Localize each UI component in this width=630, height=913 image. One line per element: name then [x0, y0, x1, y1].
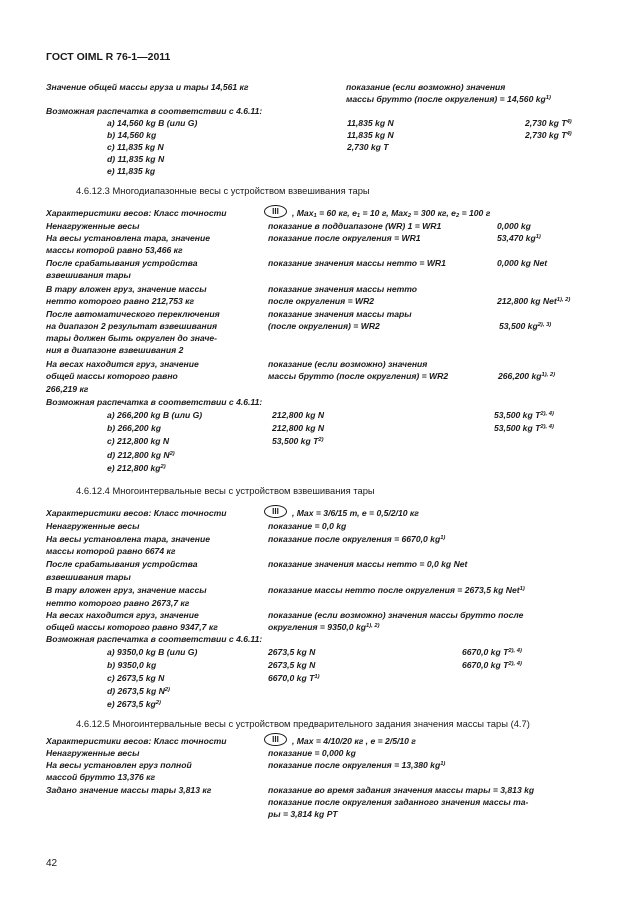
step-gross-display-1: показание (если возможно) значения массы брутто после [268, 610, 524, 620]
step-tare-label-2: массы которой равно 53,466 кг [46, 245, 183, 255]
step-load-label-1: В тару вложен груз, значение массы [46, 284, 207, 294]
step-switch-display-1: показание значения массы тары [268, 309, 412, 319]
step-gross-label-2: общей массы которого равно 9347,7 кг [46, 622, 218, 632]
step-tare-value: 53,470 $kg^{1)}$ [497, 233, 541, 243]
printout-row-a-net: 2673,5 kg N [268, 647, 316, 657]
step-preset-tare-display-3: ры = 3,814 kg PT [268, 809, 338, 819]
step-switch-label-3: тары должен быть округлен до значе- [46, 333, 217, 343]
step-load-label-1: В тару вложен груз, значение массы [46, 585, 207, 595]
printout-row-a-net: 11,835 kg N [347, 118, 394, 128]
step-gross-label-1: На весы установлен груз полной [46, 760, 192, 770]
step-gross-label-3: 266,219 кг [46, 384, 89, 394]
printout-heading: Возможная распечатка в соответствии с 4.6.11: [46, 106, 263, 116]
step-gross-label-2: массой брутто 13,376 кг [46, 772, 156, 782]
printout-row-c: c) 11,835 kg N [107, 142, 164, 152]
printout-row-b: b) 9350,0 kg [107, 660, 157, 670]
gross-display-line2: массы брутто (после округления) = 14,560 $kg^{1)}$ [346, 94, 551, 104]
printout-row-b: b) 14,560 kg [107, 130, 157, 140]
step-gross-label-2: общей массы которого равно [46, 371, 178, 381]
printout-row-b-tare: 2,730 kg $T^{4)}$ [525, 130, 572, 140]
printout-row-c: c) 2673,5 kg N [107, 673, 165, 683]
step-tare-device-value: 0,000 kg Net [497, 258, 548, 268]
step-load-display: показание массы нетто после округления = 2673,5 kg Net$^{1)}$ [268, 585, 525, 595]
printout-heading: Возможная распечатка в соответствии с 4.6.11: [46, 397, 263, 407]
scale-characteristics-label: Характеристики весов: Класс точности [46, 736, 227, 746]
step-unloaded-label: Ненагруженные весы [46, 521, 140, 531]
printout-row-d: d) 2673,5 kg $N^{2)}$ [107, 686, 170, 696]
step-load-label-2: нетто которого равно 212,753 кг [46, 296, 195, 306]
section-heading: 4.6.12.5 Многоинтервальные весы с устройством предварительного задания значения массы тары (4.7) [76, 718, 530, 729]
printout-row-a: a) 266,200 kg B (или G) [107, 410, 203, 420]
scale-characteristics-label: Характеристики весов: Класс точности [46, 508, 227, 518]
document-header: ГОСТ OIML R 76-1—2011 [46, 51, 171, 63]
step-tare-display: показание после округления = WR1 [268, 233, 421, 243]
step-load-value: 212,800 kg Net$^{1), 2)}$ [497, 296, 571, 306]
step-gross-display-2: массы брутто (после округления) = WR2 [268, 371, 449, 381]
scale-characteristics-values: , Max$_1$ = 60 кг, $e_1 = 10$ г, Max$_2$ = 300 кг, $e_2 = 100$ г [292, 208, 491, 219]
printout-row-c-tare: 6670,0 kg $T^{1)}$ [268, 673, 320, 683]
printout-row-a-net: 212,800 kg N [272, 410, 325, 420]
section-heading: 4.6.12.3 Многодиапазонные весы с устройством взвешивания тары [76, 185, 370, 196]
step-tare-device-label-1: После срабатывания устройства [46, 258, 198, 268]
printout-row-e: e) 2673,5 $kg^{2)}$ [107, 699, 161, 709]
scale-characteristics-label: Характеристики весов: Класс точности [46, 208, 227, 218]
step-preset-tare-label: Задано значение массы тары 3,813 кг [46, 785, 212, 795]
step-tare-label-1: На весы установлена тара, значение [46, 233, 210, 243]
step-gross-label-1: На весах находится груз, значение [46, 359, 199, 369]
printout-row-b-tare: 6670,0 kg $T^{2), 4)}$ [462, 660, 522, 670]
printout-row-c-tare: 2,730 kg T [347, 142, 389, 152]
step-unloaded-display: показание = 0,000 kg [268, 748, 356, 758]
step-unloaded-value: 0,000 kg [497, 221, 531, 231]
printout-row-a: a) 9350,0 kg B (или G) [107, 647, 198, 657]
printout-row-a: a) 14,560 kg B (или G) [107, 118, 198, 128]
printout-row-b-tare: 53,500 kg $T^{2), 4)}$ [494, 423, 554, 433]
page-number: 42 [46, 858, 58, 869]
step-tare-device-label-1: После срабатывания устройства [46, 559, 198, 569]
accuracy-class-icon: III [264, 205, 287, 218]
step-switch-label-1: После автоматического переключения [46, 309, 220, 319]
step-switch-display-2: (после округления) = WR2 [268, 321, 380, 331]
printout-row-e: e) 11,835 kg [107, 166, 156, 176]
scale-characteristics-values: , Max = 3/6/15 т, e = 0,5/2/10 кг [292, 508, 419, 518]
printout-row-e: e) 212,800 $kg^{2)}$ [107, 463, 166, 473]
step-preset-tare-display-2: показание после округления заданного значения массы та- [268, 797, 529, 807]
step-gross-display: показание после округления = 13,380 $kg^{1)}$ [268, 760, 446, 770]
printout-row-c-tare: 53,500 kg $T^{2)}$ [272, 436, 324, 446]
step-gross-value: 266,200 $kg^{1), 2)}$ [498, 371, 556, 381]
printout-row-c: c) 212,800 kg N [107, 436, 170, 446]
printout-row-a-tare: 2,730 kg $T^{4)}$ [525, 118, 572, 128]
step-load-display-2: после округления = WR2 [268, 296, 375, 306]
printout-row-b: b) 266,200 kg [107, 423, 161, 433]
step-gross-label-1: На весах находится груз, значение [46, 610, 199, 620]
printout-row-b-net: 212,800 kg N [272, 423, 325, 433]
step-tare-device-display: показание значения массы нетто = WR1 [268, 258, 446, 268]
step-unloaded-label: Ненагруженные весы [46, 748, 140, 758]
step-switch-label-2: на диапазон 2 результат взвешивания [46, 321, 218, 331]
step-gross-display-1: показание (если возможно) значения [268, 359, 428, 369]
printout-row-d: d) 212,800 kg $N^{2)}$ [107, 450, 175, 460]
printout-row-d: d) 11,835 kg N [107, 154, 165, 164]
accuracy-class-icon: III [264, 733, 287, 746]
step-unloaded-display: показание в поддиапазоне (WR) 1 = WR1 [268, 221, 442, 231]
step-gross-display-2: округления = 9350,0 $kg^{1), 2)}$ [268, 622, 380, 632]
section-heading: 4.6.12.4 Многоинтервальные весы с устройством взвешивания тары [76, 485, 375, 496]
printout-row-b-net: 11,835 kg N [347, 130, 394, 140]
gross-display-line1: показание (если возможно) значения [346, 82, 506, 92]
step-switch-value: 53,500 $kg^{2), 3)}$ [499, 321, 552, 331]
scale-characteristics-values: , Max = 4/10/20 кг , e = 2/5/10 г [292, 736, 416, 746]
step-load-display-1: показание значения массы нетто [268, 284, 418, 294]
step-unloaded-display: показание = 0,0 kg [268, 521, 347, 531]
step-tare-label-1: На весы установлена тара, значение [46, 534, 210, 544]
printout-row-b-net: 2673,5 kg N [268, 660, 316, 670]
step-switch-label-4: ния в диапазоне взвешивания 2 [46, 345, 184, 355]
step-preset-tare-display-1: показание во время задания значения массы тары = 3,813 kg [268, 785, 535, 795]
step-tare-device-display: показание значения массы нетто = 0,0 kg Net [268, 559, 468, 569]
step-tare-label-2: массы которой равно 6674 кг [46, 546, 176, 556]
printout-row-a-tare: 6670,0 kg $T^{2), 4)}$ [462, 647, 522, 657]
step-unloaded-label: Ненагруженные весы [46, 221, 140, 231]
accuracy-class-icon: III [264, 505, 287, 518]
step-tare-device-label-2: взвешивания тары [46, 572, 131, 582]
step-tare-display: показание после округления = 6670,0 $kg^{1)}$ [268, 534, 446, 544]
printout-heading: Возможная распечатка в соответствии с 4.6.11: [46, 634, 263, 644]
step-tare-device-label-2: взвешивания тары [46, 270, 131, 280]
printout-row-a-tare: 53,500 kg $T^{2), 4)}$ [494, 410, 554, 420]
gross-mass-label: Значение общей массы груза и тары 14,561 кг [46, 82, 249, 92]
step-load-label-2: нетто которого равно 2673,7 кг [46, 598, 190, 608]
